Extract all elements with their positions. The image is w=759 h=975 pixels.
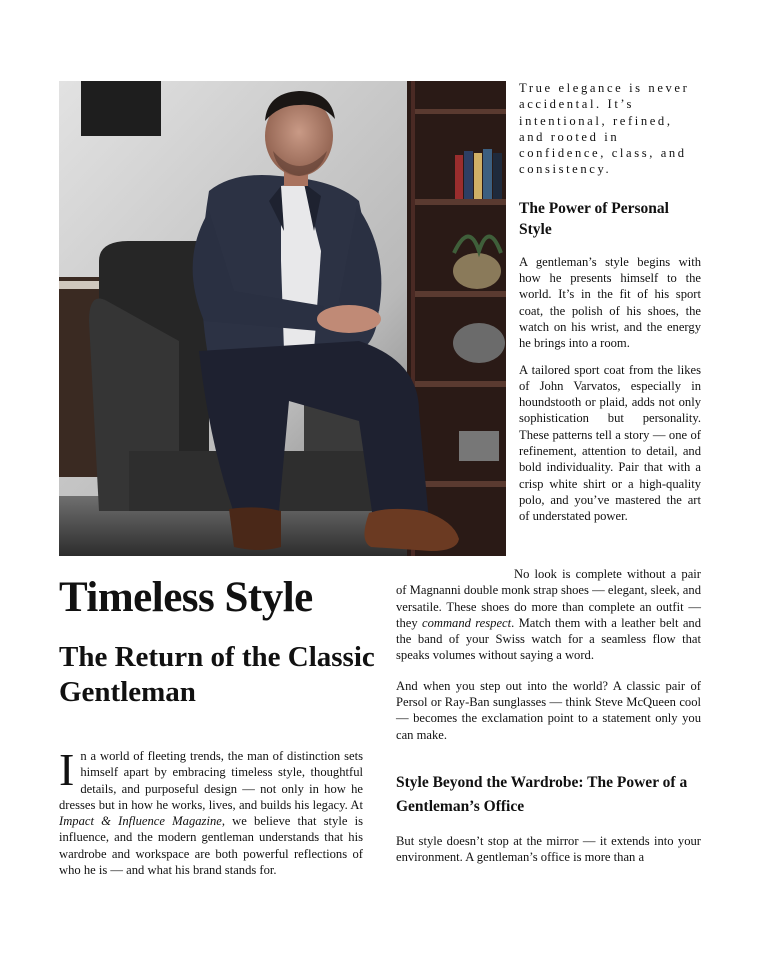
paragraph: No look is complete without a pair of Magnanni double monk strap shoes — elegant, sleek, and versatile. These shoes do more than complete an outfit — they command respect. Match them with a leather belt and the band of your Swiss watch for a seamless flow that speaks volumes without saying a word. [396, 567, 701, 663]
drop-cap: I [59, 744, 75, 795]
paragraph: And when you step out into the world? A classic pair of Persol or Ray-Ban sunglasses — think Steve McQueen cool— becomes the exclamation point to a statement only you can make. [396, 678, 701, 742]
magazine-name: Impact & Influence Magazine [59, 814, 222, 829]
paragraph: A tailored sport coat from the likes of John Varvatos, especially in houndstooth or plaid, adds not only sophistication but personality. These patterns tell a story — one of refinement, attention to detail, and bold individuality. Pair that with a crisp white shirt or a high-quality polo, and you’ve mastered the art of understated power. [519, 362, 701, 524]
paragraph: But style doesn’t stop at the mirror — it extends into your environment. A gentleman’s office is more than a [396, 833, 701, 865]
article-title: Timeless Style [59, 574, 313, 621]
section-heading-personal-style: The Power of Personal Style [519, 199, 669, 238]
hero-photo [59, 81, 506, 556]
intro-paragraph: True elegance is never accidental. It’s intentional, refined, and rooted in confidence, class, and consistency. [519, 81, 690, 177]
middle-column [396, 566, 701, 880]
article-subtitle: The Return of the Classic Gentleman [59, 641, 375, 708]
paragraph: A gentleman’s style begins with how he presents himself to the world. It’s in the fit of his sport coat, the polish of his shoes, the watch on his wrist, and the energy he brings into a room. [519, 254, 701, 351]
right-column [519, 80, 701, 525]
lead-paragraph: In a world of fleeting trends, the man of distinction sets himself apart by embracing timeless style, thoughtful details, and purposeful design — not only in how he dresses but in how he works, lives, and builds his legacy. At Impact & Influence Magazine, we believe that style is influence, and the modern gentleman understands that his wardrobe and workspace are both powerful reflections of who he is — and what his brand stands for. [59, 744, 363, 878]
section-heading-office: Style Beyond the Wardrobe: The Power of a Gentleman’s Office [396, 773, 688, 815]
